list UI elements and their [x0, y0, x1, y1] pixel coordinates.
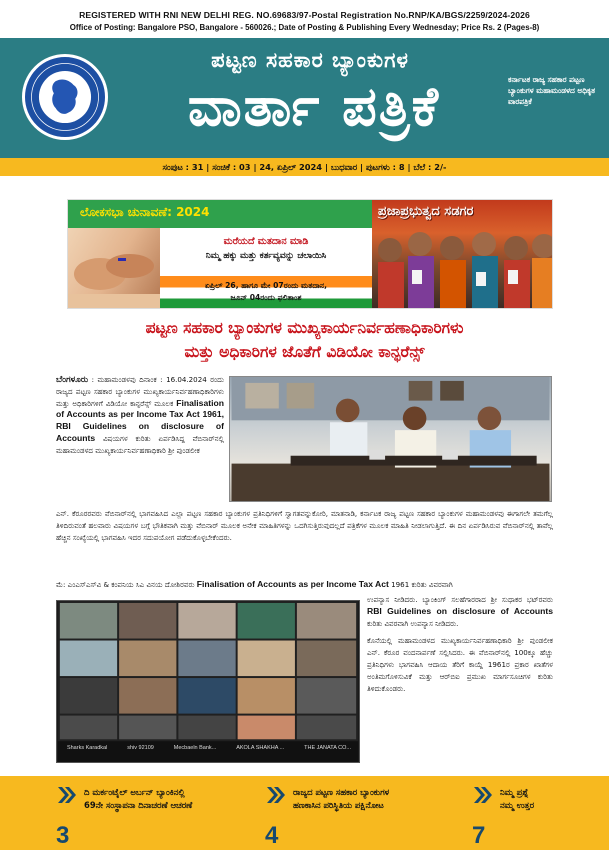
video-tile-label: shiv 92109 — [127, 745, 154, 751]
article-column-1 — [56, 374, 224, 457]
article-paragraph-1 — [56, 508, 553, 543]
meeting-photo — [229, 376, 552, 502]
footer-teaser-text — [500, 786, 534, 812]
video-tile-label: AKOLA SHAKHA ... — [236, 745, 285, 751]
banner-message — [160, 228, 372, 276]
article-headline — [20, 316, 589, 364]
banner-title-strip — [68, 200, 372, 228]
masthead — [0, 38, 609, 158]
footer-teaser-line-2: ನಮ್ಮ ಉತ್ತರ — [500, 800, 535, 810]
headline-line-1: ಪಟ್ಟಣ ಸಹಕಾರ ಬ್ಯಾಂಕುಗಳ ಮುಖ್ಯಕಾರ್ಯನಿರ್ವಹಣಾಧಿಕಾರಿಗಳು — [145, 319, 464, 337]
article-text: ವಿಷಯಗಳ ಕುರಿತು ಏರ್ಪಡಿಸಿದ್ದ ವೆಬಿನಾರ್‌ನಲ್ಲಿ ಮಹಾಮಂಡಳದ ಮುಖ್ಯಕಾರ್ಯನಿರ್ವಹಣಾಧಿಕಾರಿ ಶ್ರೀ ಪುಂಡಲೀಕ — [56, 433, 224, 455]
article-text: ಮೆ: ಎಂಎಸ್‌ಎಸ್‌ವಿ & ಕಂಪನಿಯ ಸಿಎ ವಿನಯ ದೋಶಿರವರು — [56, 580, 195, 589]
masthead-title: ವಾರ್ತಾ ಪತ್ರಿಕೆ — [187, 74, 441, 138]
footer-teaser-line-2: 69ನೇ ಸಂಸ್ಥಾಪನಾ ದಿನಾಚರಣೆ ಆಚರಣೆ — [84, 800, 193, 810]
registration-line-1: REGISTERED WITH RNI NEW DELHI REG. NO.69683/97-Postal Registration No.RNP/KA/BGS/2259/2024-2026 — [79, 10, 530, 20]
article-dateline: ಬೆಂಗಳೂರು — [56, 374, 89, 384]
banner-date-line-2: ಜೂನ್ 04ರಂದು ಫಲಿತಾಂಶ — [230, 293, 302, 302]
issue-info-bar — [0, 158, 609, 176]
video-tile-label: THE JANATA CO... — [304, 745, 351, 751]
video-tile-label: Mecbaeln Bank... — [173, 745, 217, 751]
double-chevron-right-icon — [472, 784, 494, 806]
banner-line-2: ನಿಮ್ಮ ಹಕ್ಕು ಮತ್ತು ಕರ್ತವ್ಯವನ್ನು ಚಲಾಯಿಸಿ — [205, 251, 327, 261]
article-text: ಉಪನ್ಯಾಸ ನೀಡಿದರು. ಬ್ಯಾಂಕಿಂಗ್ ಸಲಹೆಗಾರರಾದ ಶ್ರೀ ಸುಧಾಕರ ಭಟ್‌ರವರು — [367, 595, 553, 604]
banner-dates — [160, 280, 372, 304]
article-paragraph-2 — [56, 579, 553, 591]
headline-line-2: ಮತ್ತು ಅಧಿಕಾರಿಗಳ ಜೊತೆಗೆ ವಿಡಿಯೋ ಕಾನ್ಫರೆನ್ಸ್ — [184, 343, 425, 361]
voting-hands-image — [68, 228, 160, 309]
footer-teaser-text — [84, 786, 192, 812]
footer-teaser-text — [293, 786, 389, 812]
banner-date-line-1: ಏಪ್ರಿಲ್ 26, ಹಾಗೂ ಮೇ 07ರಂದು ಮತದಾನ, — [205, 281, 327, 290]
video-conference-screenshot — [56, 600, 360, 763]
footer-page-number: 3 — [56, 822, 70, 849]
article-bold-text: Finalisation of Accounts as per Income Tax Act — [196, 579, 389, 589]
voters-photo — [372, 200, 553, 309]
footer-teaser-line-2: ಹಣಕಾಸಿನ ಪರಿಸ್ಥಿತಿಯ ಪಕ್ಷಿನೋಟ — [293, 800, 384, 810]
article-column-3 — [367, 594, 553, 694]
banner-line-1: ಮರೆಯದೆ ಮತದಾನ ಮಾಡಿ — [223, 236, 309, 247]
federation-emblem-logo — [22, 54, 108, 140]
video-tile-label: Sharks Karadkal — [66, 745, 108, 751]
article-bold-text: RBI Guidelines on disclosure of Accounts — [367, 605, 553, 616]
article-text: : ಮಹಾಮಂಡಳವು ದಿನಾಂಕ : 16.04.2024 ರಂದು ರಾಜ್ಯದ ಪಟ್ಟಣ ಸಹಕಾರ ಬ್ಯಾಂಕುಗಳ ಮುಖ್ಯಕಾರ್ಯನಿರ್ವಹಣಾಧಿಕಾರಿಗಳು ಮತ್ತು ಅಧಿಕಾರಿಗಳಿಗೆ ವಿಡಿಯೋ ಕಾನ್ಫರೆನ್ಸ್ ಮೂಲಕ — [56, 375, 224, 408]
article-text: 1961 ಕುರಿತು ವಿವರವಾಗಿ — [391, 580, 453, 589]
double-chevron-right-icon — [56, 784, 78, 806]
article-text: ಕುರಿತು ವಿವರವಾಗಿ ಉಪನ್ಯಾಸ ನೀಡಿದರು. — [367, 618, 459, 628]
footer-teaser-line-1: ನಿಮ್ಮ ಪ್ರಶ್ನೆ — [500, 787, 529, 797]
election-banner — [67, 199, 553, 309]
footer-teaser-line-1: ದಿ ಮರ್ಕಂಟೈಲ್ ಅರ್ಬನ್ ಬ್ಯಾಂಕಿನಲ್ಲಿ — [84, 787, 185, 797]
masthead-side-note: ಕರ್ನಾಟಕ ರಾಜ್ಯ ಸಹಕಾರ ಪಟ್ಟಣ ಬ್ಯಾಂಕುಗಳ ಮಹಾಮಂಡಳದ ಅಧಿಕೃತ ವಾರಪತ್ರಿಕೆ — [508, 75, 596, 106]
article-bold-text: Finalisation of Accounts as per Income Tax Act 1961, RBI Guidelines on disclosure of Accounts — [56, 397, 224, 443]
footer-page-number: 7 — [472, 822, 486, 849]
registration-line-2: Office of Posting: Bangalore PSO, Bangalore - 560026.; Date of Posting & Publishing Every Wednesday; Price Rs. 2 (Pages-8) — [69, 23, 540, 32]
article-text: ಕೊನೆಯಲ್ಲಿ ಮಹಾಮಂಡಳದ ಮುಖ್ಯಕಾರ್ಯನಿರ್ವಹಣಾಧಿಕಾರಿ ಶ್ರೀ ಪುಂಡಲೀಕ ಎನ್. ಕೆರೂರ ವಂದನಾರ್ಪಣೆ ಸಲ್ಲಿಸಿದರು. ಈ ವೆಬಿನಾರ್‌ನಲ್ಲಿ 100ಕ್ಕೂ ಹೆಚ್ಚು ಪ್ರತಿನಿಧಿಗಳು ಭಾಗವಹಿಸಿ ಆದಾಯ ತೆರಿಗೆ ಕಾಯ್ದೆ 1961ರ ಪ್ರಕಾರ ಖಾತೆಗಳ ಅಂತಿಮಗೊಳಿಸುವಿಕೆ ಮತ್ತು ಆರ್‌ಬಿಐ ಪ್ರಮುಖ ಮಾರ್ಗಸೂಚಿಗಳ ಕುರಿತು ತಿಳಿದುಕೊಂಡರು. — [367, 636, 553, 693]
masthead-subtitle: ಪಟ್ಟಣ ಸಹಕಾರ ಬ್ಯಾಂಕುಗಳ — [211, 48, 409, 72]
footer-teasers — [0, 776, 609, 850]
banner-title: ಲೋಕಸಭಾ ಚುನಾವಣೆ: 2024 — [80, 205, 210, 219]
banner-photo-title: ಪ್ರಜಾಪ್ರಭುತ್ವದ ಸಡಗರ — [378, 204, 474, 219]
footer-teaser-line-1: ರಾಜ್ಯದ ಪಟ್ಟಣ ಸಹಕಾರ ಬ್ಯಾಂಕುಗಳ — [293, 787, 390, 797]
article-text: ಎನ್. ಕೆರೂರರವರು ವೆಬಿನಾರ್‌ನಲ್ಲಿ ಭಾಗವಹಿಸಿದ ಎಲ್ಲಾ ಪಟ್ಟಣ ಸಹಕಾರ ಬ್ಯಾಂಕುಗಳ ಪ್ರತಿನಿಧಿಗಳಿಗೆ ಸ್ವಾಗತವನ್ನುಕೋರಿ, ಮಾತನಾಡಿ, ಕರ್ನಾಟಕ ರಾಜ್ಯ ಪಟ್ಟಣ ಸಹಕಾರ ಬ್ಯಾಂಕುಗಳ ಮಹಾಮಂಡಳವು ಈಗಾಗಲೇ ತಮಗೆಲ್ಲ ತಿಳಿದಿರುವಂತೆ ಹಲವಾರು ವಿಷಯಗಳ ಬಗ್ಗೆ ಭೌತಿಕವಾಗಿ ಮತ್ತು ವೆಬಿನಾರ್ ಮೂಲಕ ಅನೇಕ ಮಾಹಿತಿಗಳನ್ನು ಒದಗಿಸುತ್ತಿರುವುದಲ್ಲದೆ ಪತ್ರಿಕೆಗಳ ಮೂಲಕ ಮಾಹಿತಿ ನೀಡಲಾಗುತ್ತಿದೆ. ಈ ದಿನ ಏರ್ಪಡಿಸಿರುವ ವೆಬಿನಾರ್‌ನಲ್ಲಿ ತಾವೆಲ್ಲ ಹೆಚ್ಚಿನ ಸಂಖ್ಯೆಯಲ್ಲಿ ಭಾಗವಹಿಸಿ ಇದರ ಸದುಪಯೋಗ ಪಡೆದುಕೊಳ್ಳಬೇಕೆಂದರು. — [56, 509, 553, 542]
double-chevron-right-icon — [265, 784, 287, 806]
footer-page-number: 4 — [265, 822, 279, 849]
issue-info-text: ಸಂಪುಟ : 31 | ಸಂಚಿಕೆ : 03 | 24, ಏಪ್ರಿಲ್ 2024 | ಬುಧವಾರ | ಪುಟಗಳು : 8 | ಬೆಲೆ : 2/- — [162, 161, 447, 172]
